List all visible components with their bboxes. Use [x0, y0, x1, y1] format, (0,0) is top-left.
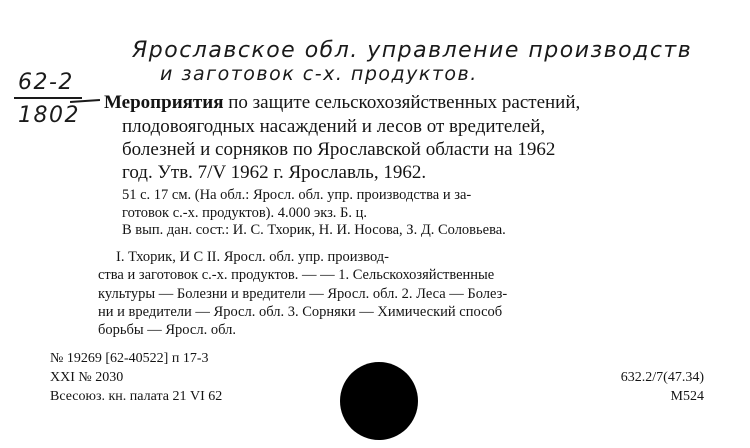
title-line-1 — [104, 92, 580, 114]
title-continuation: по защите сельскохозяйственных растений, — [228, 92, 581, 113]
shelf-mark-upper: 62-2 — [18, 70, 74, 95]
title-line-2: плодовоягодных насаждений и лесов от вредителей, — [122, 116, 546, 137]
volume-number: XXI № 2030 — [50, 370, 124, 385]
imprint-line: год. Утв. 7/V 1962 г. Ярославль, 1962. — [122, 162, 427, 183]
tracing-line-2: ства и заготовок с.-х. продуктов. — — 1. Сельскохозяйственные — [98, 267, 495, 283]
shelf-mark-lower: 1802 — [18, 103, 80, 128]
tracing-line-4: ни и вредители — Яросл. обл. 3. Сорняки — Химический способ — [98, 304, 503, 320]
physical-description-2: готовок с.-х. продуктов). 4.000 экз. Б. ц. — [122, 205, 368, 221]
physical-description-1: 51 с. 17 см. (На обл.: Яросл. обл. упр. производства и за- — [122, 187, 472, 203]
udc-classification: 632.2/7(47.34) — [620, 370, 704, 385]
compilers-note: В вып. дан. сост.: И. С. Тхорик, Н. И. Носова, З. Д. Соловьева. — [122, 222, 506, 238]
tracing-line-3: культуры — Болезни и вредители — Яросл. обл. 2. Леса — Болез- — [98, 286, 508, 302]
card-punch-hole — [340, 362, 418, 440]
tracing-line-5: борьбы — Яросл. обл. — [98, 322, 236, 338]
handwritten-issuer-line-1: Ярославское обл. управление производств — [132, 38, 693, 63]
shelf-mark-divider — [14, 97, 82, 99]
cutter-number: M524 — [670, 389, 704, 404]
record-number: № 19269 [62-40522] п 17-3 — [50, 351, 209, 366]
handwritten-issuer-line-2: и заготовок с-х. продуктов. — [160, 63, 478, 85]
book-chamber-stamp: Всесоюз. кн. палата 21 VI 62 — [50, 389, 223, 404]
title-heading: Мероприятия — [104, 92, 224, 113]
title-line-3: болезней и сорняков по Ярославской области на 1962 — [122, 139, 556, 160]
tracing-line-1: I. Тхорик, И С II. Яросл. обл. упр. производ- — [116, 249, 390, 265]
